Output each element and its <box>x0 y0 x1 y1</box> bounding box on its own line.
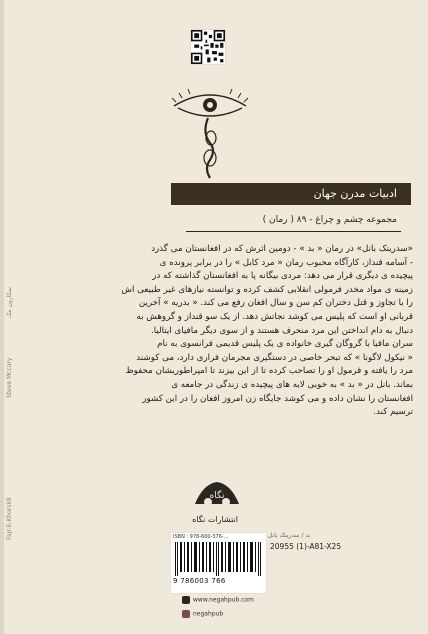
qr-code[interactable] <box>190 29 226 65</box>
isbn-label: ISBN : 978-600-376-... <box>173 534 229 540</box>
publisher-name: انتشارات نگاه <box>192 515 238 524</box>
description-line: پیچیده ی دیگری قرار می دهد: مردی بیگانه پا به افغانستان گذاشته که در <box>152 271 413 282</box>
description-line: دنبال به دام انداختن این مرد منحرف هستند و از سوی دیگر مافیای ایتالیا. <box>150 325 413 336</box>
qr-code-icon <box>191 30 225 64</box>
description-line: مرد را یافته و فرمول او را تصاحب کرده تا از این بیزند تا امپراطوریشان محفوظ <box>125 366 413 377</box>
description-line: «سدرینک بانل» در رمان « بد » - دومین اثرش که در افغانستان می گذرد <box>151 244 413 254</box>
description-line: « نیکول لاگونا » که تبحر خاصی در دستگیری مجرمان فراری دارد، می کوشند <box>136 352 413 363</box>
spine-author-en: Steve Mccary <box>6 357 13 398</box>
description-line: افغانستان را نشان داده و می کوشد جایگاه زن امروز افغان را در این کشور <box>142 393 413 404</box>
stock-code: 20955 (1)-A81-X25 <box>270 542 342 551</box>
barcode-icon <box>175 542 261 576</box>
description-line: سران مافیا با گروگان گیری خانواده ی یک پلیس قدیمی فرانسوی به نام <box>157 339 413 350</box>
spine-author-fa: سکارون مک <box>6 287 13 318</box>
title-band: ادبیات مدرن جهان <box>171 183 411 205</box>
instagram-text: negahpub <box>193 610 224 618</box>
publisher-logo-icon <box>193 478 241 514</box>
description-line: زمینه ی مواد مخدر فرمولی انقلابی کشف کرده و توانسته نیازهای غیر طبیعی اش <box>121 284 413 295</box>
website-link[interactable] <box>182 596 254 604</box>
description-line: - آسامه قنداز، کارآگاه محبوب رمان « مرد کابل » را در برابر پرونده ی <box>159 257 413 268</box>
book-tag: بد / سدرینک بانل <box>268 532 311 539</box>
eye-lamp-logo-icon <box>168 88 252 188</box>
barcode-block <box>170 532 267 594</box>
series-line: مجموعه چشم و چراغ - ۸۹ ( رمان ) <box>262 215 397 225</box>
description-line: را با تجاوز و قتل دختران کم سن و سال افغان رفع می کند. « بدریه » آخرین <box>138 298 413 309</box>
spine-publisher-en: Fajr-E-Khorsidi <box>6 497 13 540</box>
spine-edge <box>0 0 4 634</box>
isbn-digits: 9 786003 766 <box>173 577 226 585</box>
description-line: بماند. بانل در « بد » به خوبی لایه های پیچیده ی زندگی در جامعه ی <box>171 379 413 390</box>
publisher-logo-text: نگاه <box>209 491 225 501</box>
website-text: www.negahpub.com <box>193 596 255 604</box>
description-line: ترسیم کند. <box>373 407 413 418</box>
globe-icon <box>182 596 190 604</box>
instagram-icon <box>182 610 190 618</box>
divider-rule <box>186 231 401 232</box>
book-description <box>22 243 413 420</box>
description-line: قربانی او است که پلیس می کوشد نجاتش دهد. از یک سو قنداز و گروهش به <box>136 311 413 322</box>
instagram-link[interactable] <box>182 610 223 618</box>
